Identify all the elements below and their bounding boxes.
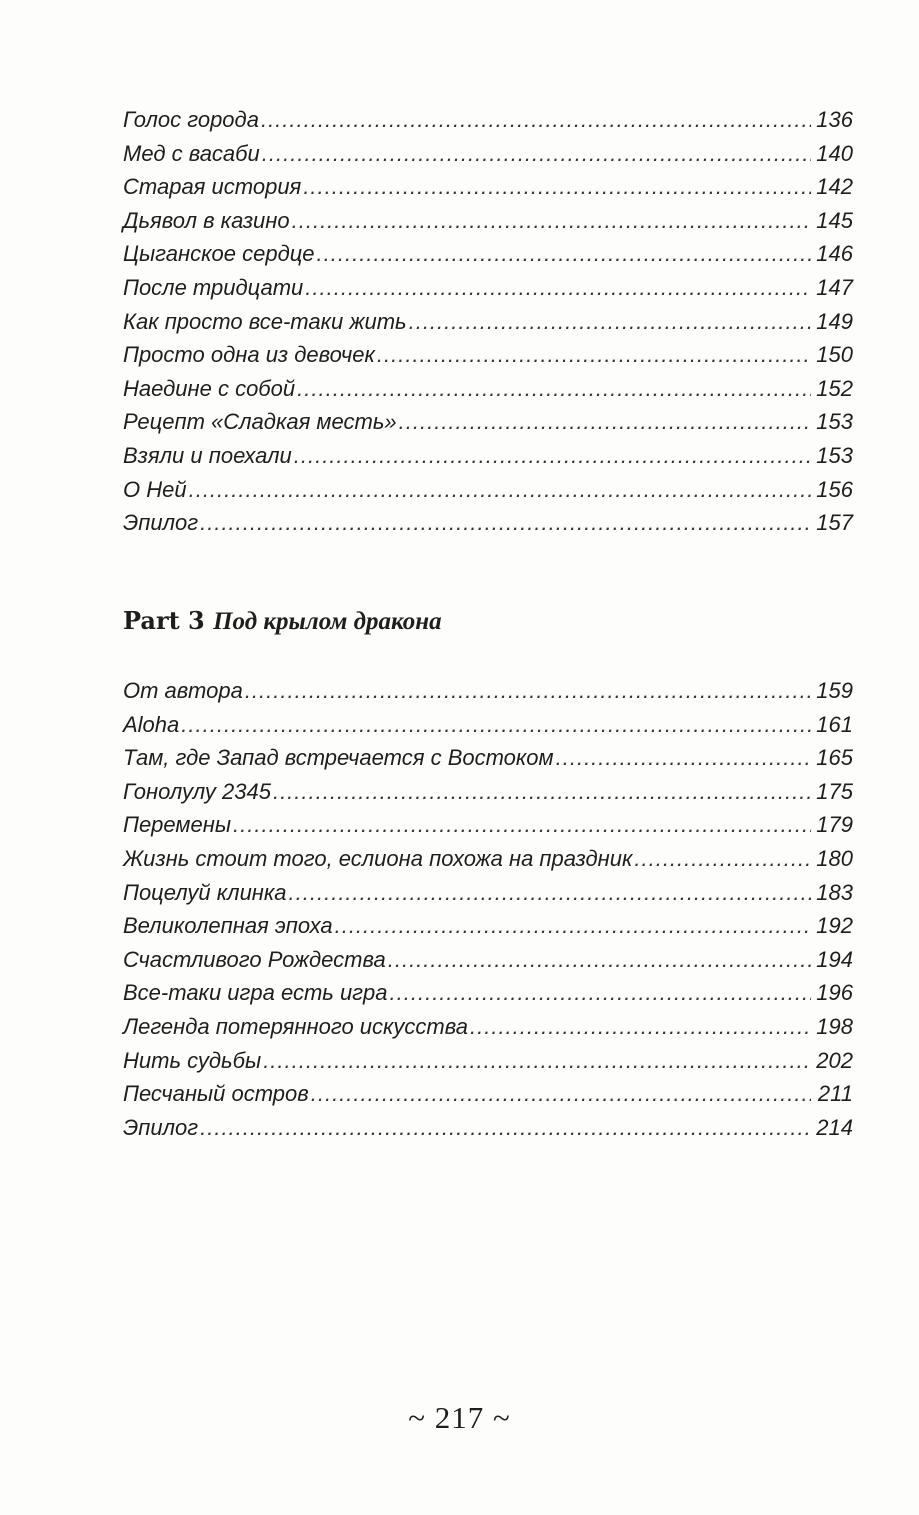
toc-entry-title: Цыганское сердце <box>123 241 315 267</box>
toc-entry-title: Песчаный остров <box>123 1081 309 1107</box>
toc-entry <box>123 439 853 473</box>
toc-entry <box>123 338 853 372</box>
toc-leader-dots <box>390 976 811 1010</box>
toc-entry-title: Наедине с собой <box>123 375 296 401</box>
toc-entry <box>123 137 853 171</box>
toc-entry-title: Дьявол в казино <box>123 207 290 233</box>
toc-entry <box>123 1010 853 1044</box>
toc-entry-page: 147 <box>816 274 853 300</box>
toc-entry-page: 180 <box>816 845 853 871</box>
toc-entry-title: Там, где Запад встречается с Востоком <box>123 745 554 771</box>
toc-leader-dots <box>305 271 811 305</box>
toc-entry-page: 153 <box>816 442 853 468</box>
toc-leader-dots <box>245 674 811 708</box>
toc-entry <box>123 674 853 708</box>
toc-leader-dots <box>303 170 811 204</box>
toc-leader-dots <box>263 1044 811 1078</box>
toc-entry-title: Жизнь стоит того, еслиона похожа на праздник <box>123 845 633 871</box>
toc-leader-dots <box>311 1077 811 1111</box>
toc-leader-dots <box>556 741 811 775</box>
toc-entry-page: 196 <box>816 980 853 1006</box>
toc-leader-dots <box>200 506 811 540</box>
toc-entry-title: Счастливого Рождества <box>123 946 386 972</box>
toc-entry-title: Как просто все-таки жить <box>123 308 407 334</box>
toc-entry-page: 152 <box>816 375 853 401</box>
toc-leader-dots <box>634 842 811 876</box>
toc-entry-title: О Ней <box>123 476 187 502</box>
toc-entry-page: 153 <box>816 409 853 435</box>
toc-leader-dots <box>261 103 811 137</box>
toc-entry-page: 140 <box>816 140 853 166</box>
toc-entry-page: 150 <box>816 342 853 368</box>
toc-leader-dots <box>200 1111 811 1145</box>
toc-entry <box>123 305 853 339</box>
toc-entry <box>123 1077 853 1111</box>
toc-entry-title: Эпилог <box>123 1114 199 1140</box>
toc-entry-title: Голос города <box>123 107 259 132</box>
toc-entry-page: 183 <box>816 879 853 905</box>
part-subtitle: Под крылом дракона <box>213 608 442 635</box>
toc-list-part2 <box>123 103 853 540</box>
toc-entry-title: Просто одна из девочек <box>123 342 375 368</box>
toc-entry-page: 157 <box>816 510 853 536</box>
toc-leader-dots <box>470 1010 811 1044</box>
toc-leader-dots <box>297 372 811 406</box>
toc-entry-page: 192 <box>816 913 853 939</box>
toc-entry-page: 179 <box>816 812 853 838</box>
toc-entry <box>123 1044 853 1078</box>
toc-leader-dots <box>289 876 811 910</box>
toc-leader-dots <box>181 708 811 742</box>
toc-leader-dots <box>409 305 811 339</box>
toc-entry-title: Взяли и поехали <box>123 442 292 468</box>
part-heading <box>123 603 442 640</box>
toc-entry-title: Рецепт «Сладкая месть» <box>123 409 397 435</box>
toc-leader-dots <box>388 943 811 977</box>
toc-entry <box>123 237 853 271</box>
toc-entry <box>123 775 853 809</box>
toc-entry-page: 161 <box>816 711 853 737</box>
toc-list-part3 <box>123 674 853 1144</box>
toc-leader-dots <box>262 137 811 171</box>
toc-entry-title: Все-таки игра есть игра <box>123 980 388 1006</box>
toc-entry <box>123 506 853 540</box>
toc-entry <box>123 842 853 876</box>
toc-entry <box>123 909 853 943</box>
toc-entry-page: 149 <box>816 308 853 334</box>
toc-leader-dots <box>317 237 811 271</box>
toc-entry <box>123 708 853 742</box>
toc-entry-page: 214 <box>816 1114 853 1140</box>
toc-entry-page: 156 <box>816 476 853 502</box>
toc-entry-title: Мед с васаби <box>123 140 260 166</box>
toc-entry <box>123 170 853 204</box>
toc-entry-title: Великолепная эпоха <box>123 913 333 939</box>
toc-entry-page: 142 <box>816 174 853 200</box>
toc-entry <box>123 1111 853 1145</box>
toc-entry <box>123 405 853 439</box>
toc-leader-dots <box>273 775 811 809</box>
toc-leader-dots <box>292 204 811 238</box>
toc-entry-title: Aloha <box>123 711 180 737</box>
part-label: Part 3 <box>123 606 205 635</box>
toc-entry-page: 211 <box>817 1081 853 1107</box>
toc-entry-title: Эпилог <box>123 510 199 536</box>
toc-leader-dots <box>377 338 811 372</box>
toc-entry <box>123 204 853 238</box>
toc-leader-dots <box>233 808 811 842</box>
toc-entry-title: После тридцати <box>123 274 304 300</box>
toc-entry <box>123 808 853 842</box>
toc-entry <box>123 876 853 910</box>
toc-entry-page: 165 <box>816 745 853 771</box>
toc-leader-dots <box>189 473 811 507</box>
toc-entry-page: 159 <box>816 678 853 703</box>
toc-entry-title: Поцелуй клинка <box>123 879 287 905</box>
toc-leader-dots <box>294 439 811 473</box>
toc-entry <box>123 943 853 977</box>
toc-entry <box>123 372 853 406</box>
toc-entry-title: От автора <box>123 678 243 703</box>
toc-leader-dots <box>335 909 811 943</box>
toc-entry-page: 146 <box>816 241 853 267</box>
toc-entry-page: 202 <box>816 1047 853 1073</box>
toc-entry-title: Старая история <box>123 174 302 200</box>
toc-entry <box>123 103 853 137</box>
toc-entry-page: 194 <box>816 946 853 972</box>
toc-entry <box>123 741 853 775</box>
toc-entry <box>123 473 853 507</box>
toc-entry-page: 175 <box>816 778 853 804</box>
toc-entry-title: Легенда потерянного искусства <box>123 1013 468 1039</box>
toc-entry-title: Перемены <box>123 812 232 838</box>
toc-entry-title: Нить судьбы <box>123 1047 262 1073</box>
toc-entry-page: 198 <box>816 1013 853 1039</box>
toc-entry-page: 136 <box>816 107 853 132</box>
page-number: ~ 217 ~ <box>408 1400 511 1435</box>
toc-leader-dots <box>399 405 811 439</box>
toc-entry <box>123 976 853 1010</box>
toc-entry-title: Гонолулу 2345 <box>123 778 271 804</box>
toc-entry <box>123 271 853 305</box>
toc-entry-page: 145 <box>816 207 853 233</box>
